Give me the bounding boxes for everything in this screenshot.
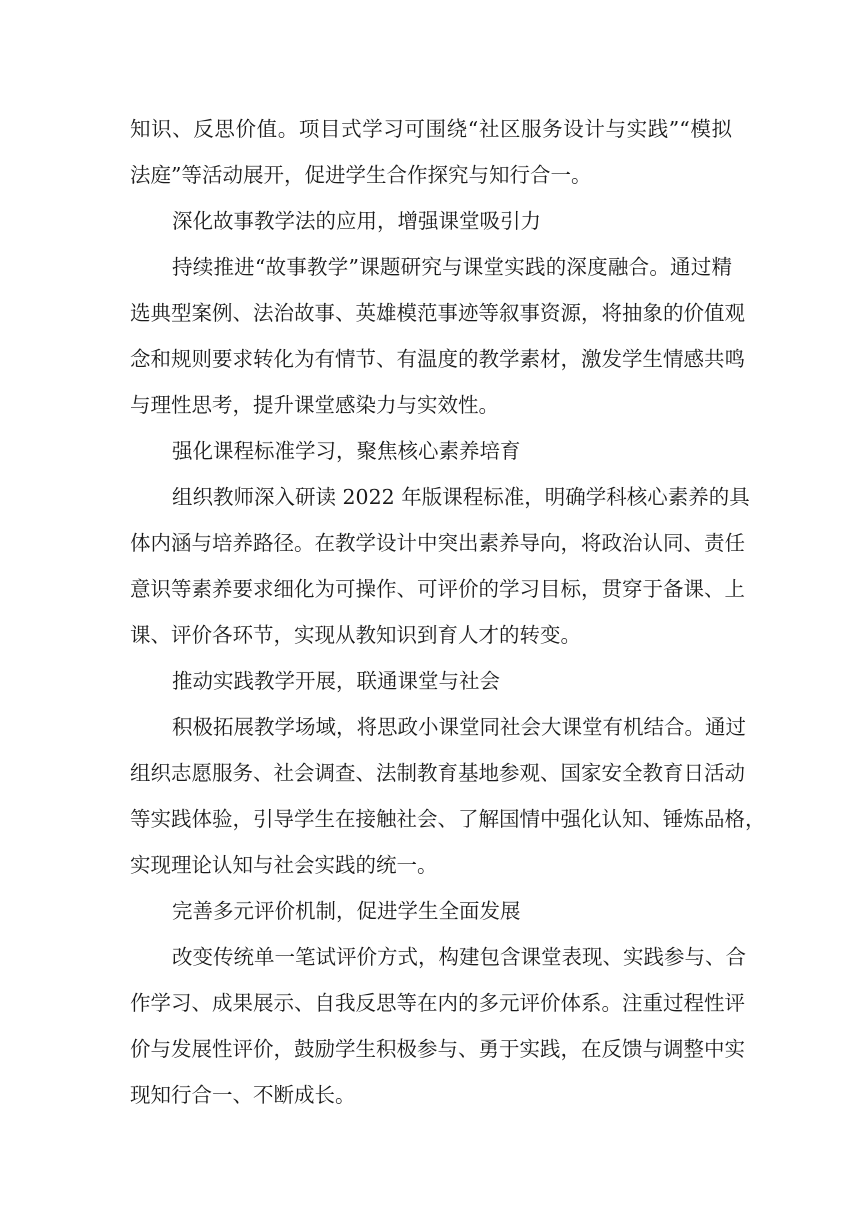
section-heading: 完善多元评价机制，促进学生全面发展 <box>172 899 521 923</box>
paragraph-line: 体内涵与培养路径。在教学设计中突出素养导向，将政治认同、责任 <box>130 531 745 555</box>
paragraph-line: 与理性思考，提升课堂感染力与实效性。 <box>130 393 499 417</box>
paragraph-line: 实现理论认知与社会实践的统一。 <box>130 853 438 877</box>
section-heading: 深化故事教学法的应用，增强课堂吸引力 <box>172 209 541 233</box>
paragraph-line: 作学习、成果展示、自我反思等在内的多元评价体系。注重过程性评 <box>130 991 745 1015</box>
paragraph-line: 法庭”等活动展开，促进学生合作探究与知行合一。 <box>130 163 592 187</box>
paragraph-line: 选典型案例、法治故事、英雄模范事迹等叙事资源，将抽象的价值观 <box>130 301 745 325</box>
paragraph-line: 课、评价各环节，实现从教知识到育人才的转变。 <box>130 623 581 647</box>
paragraph-line: 持续推进“故事教学”课题研究与课堂实践的深度融合。通过精 <box>172 255 732 279</box>
document-body <box>130 106 766 1118</box>
paragraph-line: 等实践体验，引导学生在接触社会、了解国情中强化认知、锤炼品格， <box>130 807 766 831</box>
paragraph-line: 念和规则要求转化为有情节、有温度的教学素材，激发学生情感共鸣 <box>130 347 745 371</box>
paragraph-line: 组织志愿服务、社会调查、法制教育基地参观、国家安全教育日活动 <box>130 761 745 785</box>
section-heading: 强化课程标准学习，聚焦核心素养培育 <box>172 439 521 463</box>
paragraph-line: 价与发展性评价，鼓励学生积极参与、勇于实践，在反馈与调整中实 <box>130 1037 745 1061</box>
paragraph-line: 改变传统单一笔试评价方式，构建包含课堂表现、实践参与、合 <box>172 945 746 969</box>
section-heading: 推动实践教学开展，联通课堂与社会 <box>172 669 500 693</box>
paragraph-line: 知识、反思价值。项目式学习可围绕“社区服务设计与实践”“模拟 <box>130 117 732 141</box>
paragraph-line: 组织教师深入研读 2022 年版课程标准，明确学科核心素养的具 <box>172 485 750 509</box>
paragraph-line: 意识等素养要求细化为可操作、可评价的学习目标，贯穿于备课、上 <box>130 577 745 601</box>
paragraph-line: 现知行合一、不断成长。 <box>130 1083 356 1107</box>
paragraph-line: 积极拓展教学场域，将思政小课堂同社会大课堂有机结合。通过 <box>172 715 746 739</box>
